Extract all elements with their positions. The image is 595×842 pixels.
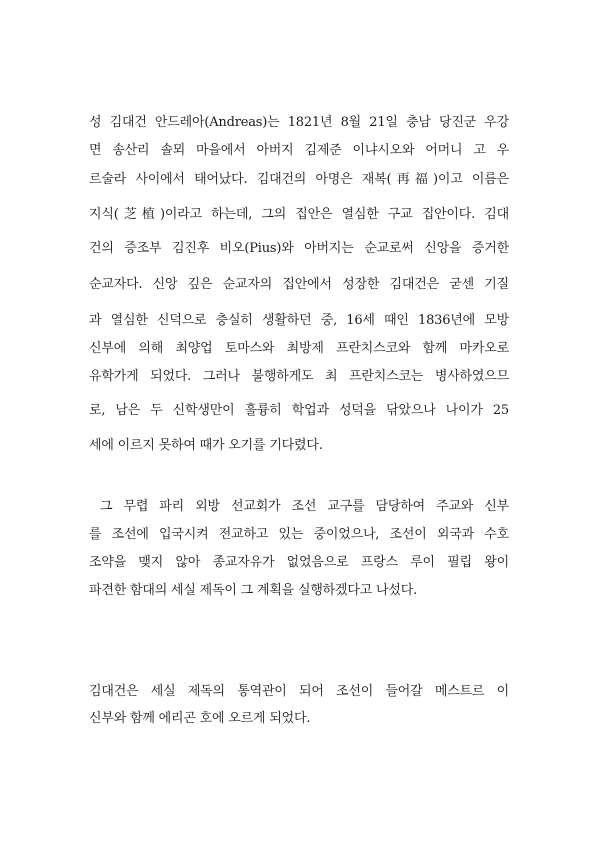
- paragraph-1-line-5: 건의 증조부 김진후 비오(Pius)와 아버지는 순교로써 신앙을 증거한: [89, 241, 509, 256]
- paragraph-2-line-1: 그 무렵 파리 외방 선교회가 조선 교구를 담당하여 주교와 신부: [100, 499, 509, 514]
- paragraph-2-line-2: 를 조선에 입국시켜 전교하고 있는 중이었으나, 조선이 외국과 수호: [89, 527, 509, 542]
- paragraph-1-line-2: 면 송산리 솔뫼 마을에서 아버지 김제준 이냐시오와 어머니 고 우: [89, 143, 509, 158]
- paragraph-2-line-4: 파견한 함대의 세실 제독이 그 계획을 실행하겠다고 나섰다.: [89, 583, 418, 598]
- paragraph-1-line-10: 로, 남은 두 신학생만이 훌륭히 학업과 성덕을 닦았으나 나이가 25: [89, 403, 509, 418]
- paragraph-1-line-6: 순교자다. 신앙 깊은 순교자의 집안에서 성장한 김대건은 굳센 기질: [89, 277, 509, 292]
- paragraph-1-line-8: 신부에 의해 최양업 토마스와 최방제 프란치스코와 함께 마카오로: [89, 341, 509, 356]
- paragraph-3-line-1: 김대건은 세실 제독의 통역관이 되어 조선이 들어갈 메스트르 이: [89, 684, 509, 699]
- paragraph-1-line-1: 성 김대건 안드레아(Andreas)는 1821년 8월 21일 충남 당진군 우강: [89, 115, 509, 130]
- paragraph-1-line-4: 지식(芝植)이라고 하는데, 그의 집안은 열심한 구교 집안이다. 김대: [89, 207, 509, 222]
- paragraph-3-line-2: 신부와 함께 에리곤 호에 오르게 되었다.: [89, 711, 311, 726]
- paragraph-1-line-7: 과 열심한 신덕으로 충실히 생활하던 중, 16세 때인 1836년에 모방: [89, 313, 509, 328]
- paragraph-1-line-9: 유학가게 되었다. 그러나 불행하게도 최 프란치스코는 병사하였으므: [89, 369, 509, 384]
- paragraph-1-line-11: 세에 이르지 못하여 때가 오기를 기다렸다.: [89, 438, 323, 453]
- paragraph-1-line-3: 르술라 사이에서 태어났다. 김대건의 아명은 재복(再福)이고 이름은: [89, 172, 509, 187]
- paragraph-2-line-3: 조약을 맺지 않아 종교자유가 없었음으로 프랑스 루이 필립 왕이: [89, 555, 509, 570]
